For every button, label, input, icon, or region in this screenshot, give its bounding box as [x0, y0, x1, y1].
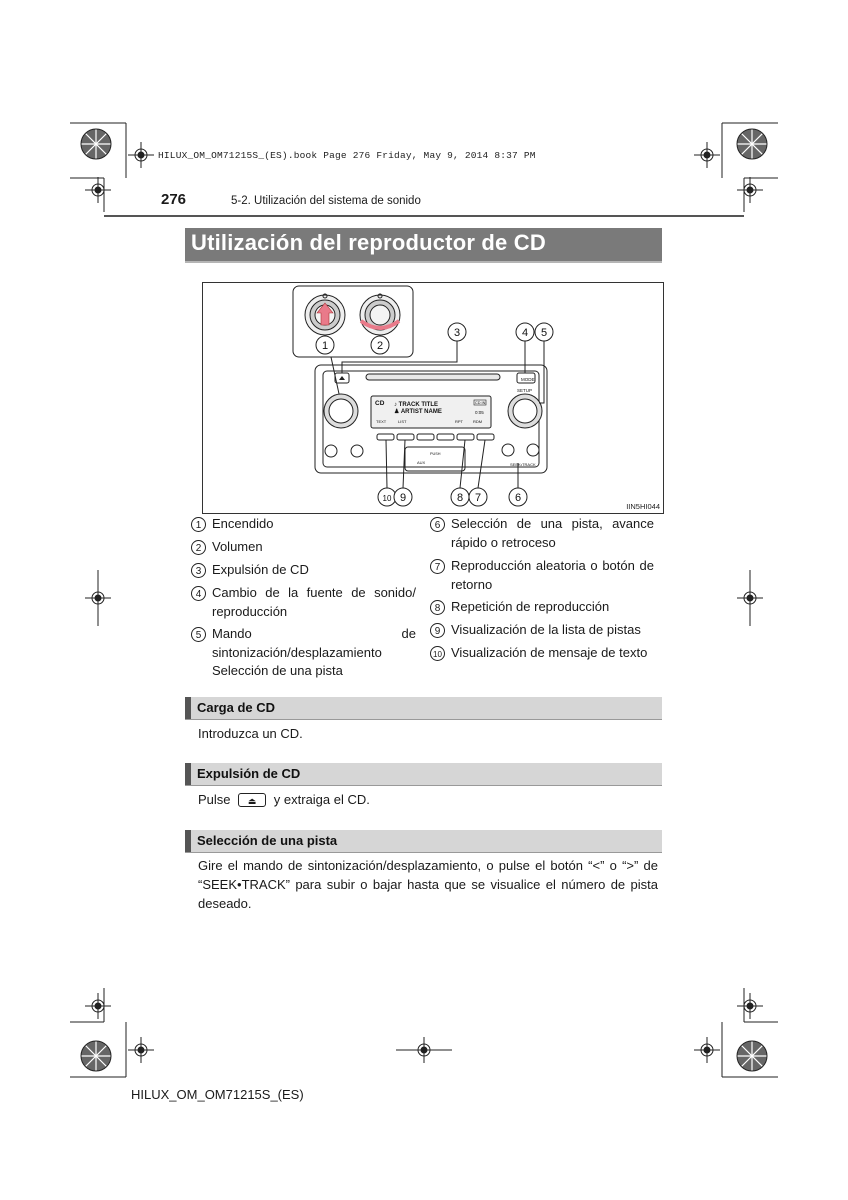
legend-text-extra: Selección de una pista	[212, 663, 343, 678]
legend-item-6	[430, 515, 654, 552]
push-label: PUSH	[430, 452, 441, 456]
callout-4: 4	[521, 327, 529, 339]
register-circle-tr	[737, 129, 767, 159]
footer-code: HILUX_OM_OM71215S_(ES)	[131, 1087, 304, 1102]
legend-number: 9	[430, 623, 445, 638]
legend-text: Encendido	[212, 516, 274, 531]
paragraph-loading: Introduzca un CD.	[198, 726, 303, 741]
legend-number: 8	[430, 600, 445, 615]
paragraph-track: Gire el mando de sintonización/desplazamiento, o pulse el botón “<” o “>” de “SEEK•TRACK” para subir o bajar hasta que se visualice el número de pista deseado.	[198, 858, 658, 911]
callout-10: 10	[382, 494, 392, 503]
section-reference: 5-2. Utilización del sistema de sonido	[231, 195, 421, 207]
callout-6: 6	[514, 492, 522, 504]
legend-text: Volumen	[212, 539, 263, 554]
legend-item-8	[430, 598, 654, 617]
paragraph-eject	[198, 790, 370, 809]
text-label: TEXT	[376, 419, 387, 424]
legend-number: 2	[191, 540, 206, 555]
legend-text: Selección de una pista, avance rápido o retroceso	[451, 516, 654, 550]
legend-number: 4	[191, 586, 206, 601]
cd-player-diagram	[203, 283, 663, 513]
header-rule	[104, 215, 744, 217]
subheading-eject: Expulsión de CD	[197, 766, 301, 781]
callout-9: 9	[399, 492, 407, 504]
legend-item-10	[430, 644, 654, 663]
legend-text: Reproducción aleatoria o botón de retorno	[451, 558, 654, 592]
legend-item-9	[430, 621, 654, 640]
legend-number: 10	[430, 646, 445, 661]
callout-5: 5	[540, 327, 548, 339]
eject-key-icon	[238, 793, 266, 807]
legend-number: 1	[191, 517, 206, 532]
legend-text: Repetición de reproducción	[451, 599, 610, 614]
display-time: 0:05	[475, 410, 484, 415]
legend-number: 7	[430, 559, 445, 574]
figure-code: IIN5HI044	[626, 502, 660, 511]
legend-number: 3	[191, 563, 206, 578]
register-circle-br	[737, 1041, 767, 1071]
legend-text: Visualización de mensaje de texto	[451, 645, 648, 660]
callout-8: 8	[456, 492, 464, 504]
callout-1: 1	[321, 340, 329, 352]
page-number: 276	[161, 191, 187, 208]
callout-3: 3	[453, 327, 461, 339]
subheading-bar-track	[185, 830, 662, 853]
seek-track-label: SEEK•TRACK	[510, 462, 536, 467]
eject-text-after: y extraiga el CD.	[273, 792, 370, 807]
rpt-label: RPT	[455, 419, 463, 424]
rdm-label: RDM	[473, 419, 483, 424]
legend-text: Visualización de la lista de pistas	[451, 622, 641, 637]
legend-item-3	[191, 561, 416, 580]
subheading-loading: Carga de CD	[197, 700, 276, 715]
display-track-title: ♪ TRACK TITLE	[394, 402, 438, 408]
aux-label: AUX	[417, 460, 426, 465]
cd-player-figure	[202, 282, 664, 514]
callout-7: 7	[474, 492, 482, 504]
eject-text-before: Pulse	[198, 792, 231, 807]
title-bar	[185, 228, 662, 263]
subheading-track: Selección de una pista	[197, 833, 338, 848]
page-title: Utilización del reproductor de CD	[191, 230, 546, 255]
legend-item-5	[191, 625, 416, 681]
callout-2: 2	[376, 340, 384, 352]
display-artist-name: ♟ ARTIST NAME	[394, 409, 442, 415]
legend-text: Expulsión de CD	[212, 562, 309, 577]
list-label: LIST	[398, 419, 407, 424]
print-header: HILUX_OM_OM71215S_(ES).book Page 276 Friday, May 9, 2014 8:37 PM	[158, 150, 536, 161]
legend-item-1	[191, 515, 416, 534]
register-circle-bl	[81, 1041, 111, 1071]
legend-text-main: Mando de sintonización/desplazamiento	[212, 626, 416, 660]
legend-item-4	[191, 584, 416, 621]
display-source: CD	[375, 400, 385, 407]
legend-text: Cambio de la fuente de sonido/ reproducción	[212, 585, 416, 619]
legend-item-7	[430, 557, 654, 594]
display-status: CD IN	[475, 401, 486, 405]
legend-number: 6	[430, 517, 445, 532]
legend-number: 5	[191, 627, 206, 642]
subheading-bar-eject	[185, 763, 662, 786]
subheading-bar-loading	[185, 697, 662, 720]
setup-label: SETUP	[517, 388, 533, 393]
mode-label: MODE	[521, 377, 535, 382]
register-circle-tl	[81, 129, 111, 159]
legend-item-2	[191, 538, 416, 557]
legend-text	[212, 625, 416, 681]
